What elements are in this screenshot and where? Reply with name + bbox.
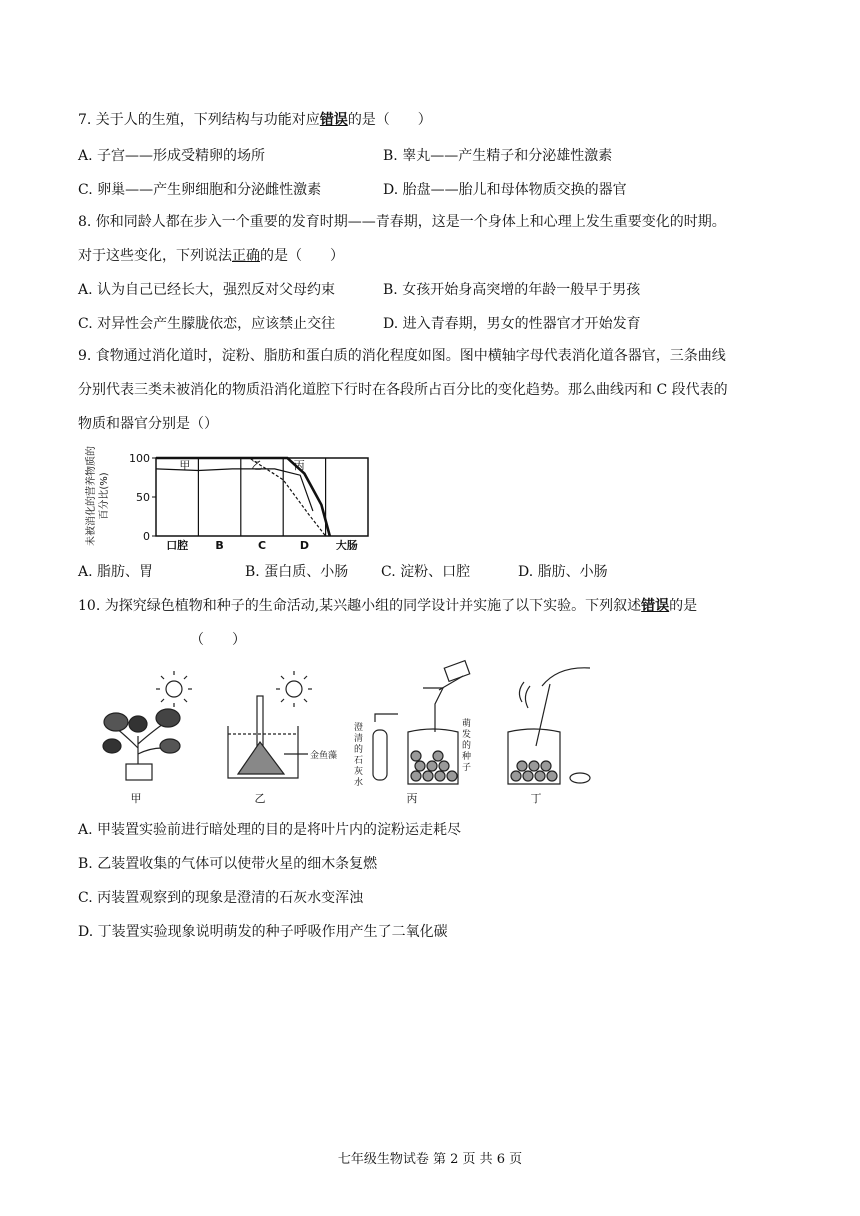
q10-stem <box>78 596 697 616</box>
page-footer: 七年级生物试卷 第 2 页 共 6 页 <box>337 1152 523 1167</box>
q9-stem-line2: 分别代表三类未被消化的物质沿消化道腔下行时在各段所占百分比的变化趋势。那么曲线丙和 C 段代表的 <box>78 382 728 398</box>
q8-option-c: C. 对异性会产生朦胧依恋，应该禁止交往 <box>78 316 336 332</box>
y-tick-label: 100 <box>129 452 150 465</box>
plant-icon <box>103 709 180 780</box>
q10-stem-emphasis: 错误 <box>641 598 670 614</box>
q7-stem-pre: 7. 关于人的生殖，下列结构与功能对应 <box>78 112 320 128</box>
fig-label-bing: 丙 <box>406 792 418 805</box>
series-label: 甲 <box>179 459 191 472</box>
q9-stem-line3: 物质和器官分别是（） <box>78 416 218 432</box>
y-tick-label: 50 <box>136 491 150 504</box>
label-lime-water: 澄清的石灰水 <box>354 723 364 788</box>
q8-stem-pre: 对于这些变化，下列说法 <box>78 248 232 264</box>
q8-option-a: A. 认为自己已经长大，强烈反对父母约束 <box>78 282 336 298</box>
apparatus-jia <box>103 671 192 780</box>
y-tick-label: 0 <box>143 530 150 543</box>
series-label: 乙 <box>251 459 263 472</box>
experiment-figure <box>98 656 598 806</box>
q9-option-b: B. 蛋白质、小肠 <box>245 564 349 580</box>
q10-option-b: B. 乙装置收集的气体可以使带火星的细木条复燃 <box>78 856 378 872</box>
series-label: 丙 <box>293 459 305 472</box>
q9-stem-line1: 9. 食物通过消化道时，淀粉、脂肪和蛋白质的消化程度如图。图中横轴字母代表消化道各器官，三条曲线 <box>78 348 726 364</box>
chart-ylabel-line2: 百分比(%) <box>99 472 110 520</box>
fig-label-yi: 乙 <box>254 792 266 805</box>
q7-stem-emphasis: 错误 <box>319 112 348 128</box>
apparatus-ding <box>508 668 590 784</box>
q10-stem-pre: 10. 为探究绿色植物和种子的生命活动,某兴趣小组的同学设计并实施了以下实验。下列叙述 <box>78 598 642 614</box>
fig-label-ding: 丁 <box>530 792 542 805</box>
x-tick-label: B <box>215 539 224 550</box>
apparatus-yi <box>228 671 312 778</box>
q10-answer-paren: （ ） <box>190 632 246 648</box>
series-line-甲 <box>156 469 313 511</box>
x-tick-label: 大肠 <box>335 539 358 550</box>
q7-option-a: A. 子宫——形成受精卵的场所 <box>78 148 266 164</box>
q10-option-d: D. 丁装置实验现象说明萌发的种子呼吸作用产生了二氧化碳 <box>78 924 448 940</box>
q8-stem-line2 <box>78 246 344 266</box>
chart-ylabel-line1: 未被消化的营养物质的 <box>86 446 97 546</box>
q8-option-b: B. 女孩开始身高突增的年龄一般早于男孩 <box>383 282 641 298</box>
x-tick-label: C <box>257 539 267 550</box>
sun-icon <box>156 671 192 707</box>
q7-stem-post: 的是（ ） <box>347 112 432 128</box>
q10-option-a: A. 甲装置实验前进行暗处理的目的是将叶片内的淀粉运走耗尽 <box>78 822 462 838</box>
q10-stem-post: 的是 <box>669 598 698 614</box>
q9-option-a: A. 脂肪、胃 <box>78 564 154 580</box>
q7-option-d: D. 胎盘——胎儿和母体物质交换的器官 <box>383 182 627 198</box>
label-jinyuzao: 金鱼藻 <box>310 751 338 761</box>
q8-option-d: D. 进入青春期，男女的性器官才开始发育 <box>383 316 641 332</box>
x-tick-label: 口腔 <box>166 539 189 550</box>
q7-stem <box>78 110 432 130</box>
sun-icon <box>276 671 312 707</box>
label-seed: 萌发的种子 <box>462 719 472 773</box>
q10-option-c: C. 丙装置观察到的现象是澄清的石灰水变浑浊 <box>78 890 364 906</box>
q7-option-b: B. 睾丸——产生精子和分泌雄性激素 <box>383 148 613 164</box>
x-tick-label: D <box>299 539 309 550</box>
digestion-chart <box>78 444 378 550</box>
q7-option-c: C. 卵巢——产生卵细胞和分泌雌性激素 <box>78 182 322 198</box>
q8-stem-emphasis: 正确 <box>232 248 260 264</box>
q9-option-d: D. 脂肪、小肠 <box>518 564 608 580</box>
fig-label-jia: 甲 <box>130 792 142 805</box>
q8-stem-line1: 8. 你和同龄人都在步入一个重要的发育时期——青春期，这是一个身体上和心理上发生重要变化的时期。 <box>78 214 726 230</box>
q9-option-c: C. 淀粉、口腔 <box>381 564 471 580</box>
q8-stem-post: 的是（ ） <box>260 248 344 264</box>
apparatus-bing <box>373 661 470 784</box>
